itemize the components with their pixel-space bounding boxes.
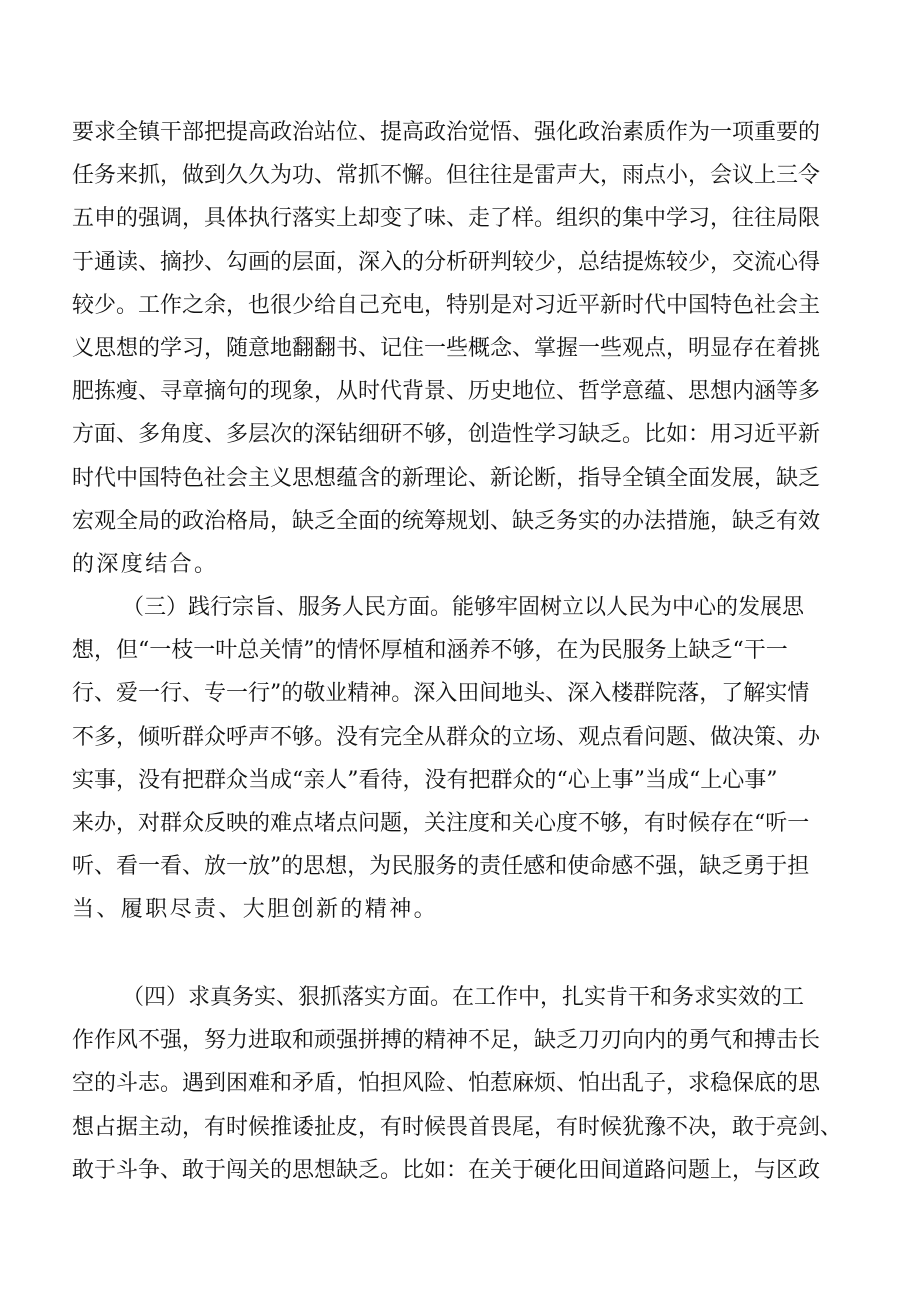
text-line: 方面、多角度、多层次的深钻细研不够，创造性学习缺乏。比如：用习近平新	[72, 422, 821, 448]
text-line: 当、履职尽责、大胆创新的精神。	[72, 897, 439, 923]
text-line: 空的斗志。遇到困难和矛盾，怕担风险、怕惹麻烦、怕出乱子，求稳保底的思	[72, 1071, 821, 1097]
text-line: 作作风不强，努力进取和顽强拼搏的精神不足，缺乏刀刃向内的勇气和搏击长	[72, 1028, 821, 1054]
text-line: 想，但“一枝一叶总关情”的情怀厚植和涵养不够，在为民服务上缺乏“干一	[72, 638, 788, 664]
text-line: 要求全镇干部把提高政治站位、提高政治觉悟、强化政治素质作为一项重要的	[72, 120, 821, 145]
paragraph-practical-work	[72, 976, 854, 1192]
section-heading-line: （三）践行宗旨、服务人民方面。能够牢固树立以人民为中心的发展思	[122, 595, 805, 620]
text-line: 时代中国特色社会主义思想蕴含的新理论、新论断，指导全镇全面发展，缺乏	[72, 465, 821, 491]
text-line: 肥拣瘦、寻章摘句的现象，从时代背景、历史地位、哲学意蕴、思想内涵等多	[72, 379, 821, 405]
section-heading-line: （四）求真务实、狠抓落实方面。在工作中，扎实肯干和务求实效的工	[122, 985, 805, 1010]
text-line: 宏观全局的政治格局，缺乏全面的统筹规划、缺乏务实的办法措施，缺乏有效	[72, 508, 821, 534]
text-line: 听、看一看、放一放”的思想，为民服务的责任感和使命感不强，缺乏勇于担	[72, 854, 810, 880]
text-line: 任务来抓，做到久久为功、常抓不懈。但往往是雷声大，雨点小，会议上三令	[72, 163, 821, 189]
paragraph-study-issues	[72, 111, 854, 586]
text-line: 想占据主动，有时候推诿扯皮，有时候畏首畏尾，有时候犹豫不决，敢于亮剑、	[72, 1114, 843, 1140]
text-line: 敢于斗争、敢于闯关的思想缺乏。比如：在关于硬化田间道路问题上，与区政	[72, 1157, 821, 1183]
text-line: 的深度结合。	[72, 551, 219, 577]
text-line: 较少。工作之余，也很少给自己充电，特别是对习近平新时代中国特色社会主	[72, 292, 821, 318]
paragraph-serve-people	[72, 586, 854, 932]
text-line: 来办，对群众反映的难点堵点问题，关注度和关心度不够，有时候存在“听一	[72, 810, 810, 836]
text-line: 五申的强调，具体执行落实上却变了味、走了样。组织的集中学习，往往局限	[72, 206, 821, 232]
text-line: 行、爱一行、专一行”的敬业精神。深入田间地头、深入楼群院落，了解实情	[72, 681, 810, 707]
text-line: 于通读、摘抄、勾画的层面，深入的分析研判较少，总结提炼较少，交流心得	[72, 249, 821, 275]
text-line: 实事，没有把群众当成“亲人”看待，没有把群众的“心上事”当成“上心事”	[72, 767, 778, 793]
text-line: 义思想的学习，随意地翻翻书、记住一些概念、掌握一些观点，明显存在着挑	[72, 335, 821, 361]
text-line: 不多，倾听群众呼声不够。没有完全从群众的立场、观点看问题、做决策、办	[72, 724, 821, 750]
